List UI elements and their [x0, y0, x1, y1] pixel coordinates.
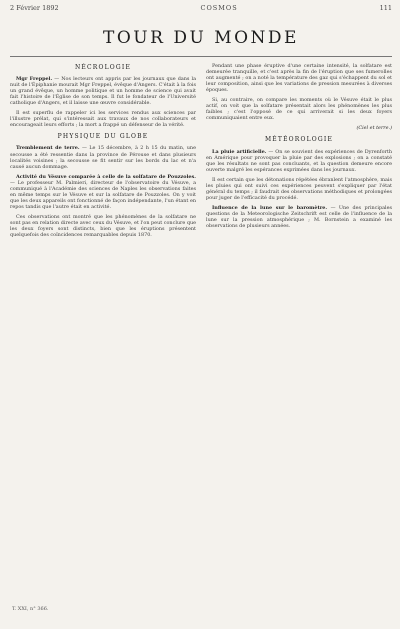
article-lead: Activité du Vésuve comparée à celle de la solfatare de Pouzzoles. [16, 173, 196, 180]
article-text: — On se souvient des expériences de Dyrenforth en Amérique pour provoquer la pluie par des explosions ; on a constaté que les résultats ne sont pas concluants, et la question demeure encore ouverte malgré les espérances exprimées dans les journaux. [206, 148, 392, 173]
page-title: TOUR DU MONDE [103, 28, 299, 48]
article-paragraph [10, 145, 196, 169]
article-paragraph [206, 63, 392, 93]
article-text: — Une des principales questions de la Meteorologische Zeitschrift est celle de l'influence de la lune sur la pression atmosphérique ; M. Bornstein a examiné les observations de plusieurs années. [206, 204, 392, 230]
article-paragraph [10, 174, 196, 210]
source-citation: (Ciel et terre.) [356, 125, 392, 132]
article-text: Ces observations ont montré que les phénomènes de la solfatare ne sont pas en relation directe avec ceux du Vésuve, et l'on peut conclure que les deux foyers sont distincts, bien que les éruptions présentent quelquefois des coïncidences remarquables depuis 1870. [10, 213, 196, 239]
article-paragraph [206, 177, 392, 201]
running-head [10, 4, 392, 14]
article-lead: Mgr Freppel. [16, 76, 53, 83]
article-text: Si, au contraire, on compare les moments où le Vésuve était le plus actif, on voit que la solfatare présentait alors les phénomènes les plus faibles ; c'est l'opposé de ce qui arriverait si les deux foyers communiquaient entre eux. [206, 97, 392, 122]
article-text: Pendant une phase éruptive d'une certaine intensité, la solfatare est demeurée tranquille, et c'est après la fin de l'éruption que ses fumerolles ont augmenté ; on a noté la température des gaz qui s'échappent du sol et leur composition, ainsi que les variations de pression mesurées à diverses époques. [206, 63, 392, 94]
page-number: 111 [379, 4, 392, 12]
title-rule [10, 56, 392, 57]
issue-date: 2 Février 1892 [10, 4, 59, 12]
article-text: Il est superflu de rappeler ici les services rendus aux sciences par l'illustre prélat, qui s'intéressait aux travaux de nos collaborateurs et encourageait leurs efforts ; la mort a frappé un défenseur de la vérité. [10, 110, 196, 129]
journal-name: COSMOS [200, 4, 238, 12]
column-right [206, 63, 392, 629]
section-heading: PHYSIQUE DU GLOBE [57, 133, 149, 141]
article-paragraph [10, 214, 196, 238]
article-text: — Le 15 décembre, à 2 h 15 du matin, une secousse a été ressentie dans la province de Pérouse et dans plusieurs localités voisines ; la secousse se fit sentir sur les bords du lac et n'a causé aucun dommage. [10, 145, 196, 170]
volume-footer: T. XXI, n° 366. [12, 606, 49, 612]
article-text: — Nos lecteurs ont appris par les journaux que dans la nuit de l'Épiphanie mourait Mgr Freppel, évêque d'Angers. C'était à la fois un grand évêque, un homme politique et un homme de science qui avait fait l'histoire de l'Église de son temps. Il fut le fondateur de l'Université catholique d'Angers, et il laisse une œuvre considérable. [10, 76, 196, 107]
article-paragraph [206, 149, 392, 173]
article-paragraph [10, 76, 196, 106]
section-heading: MÉTÉOROLOGIE [264, 136, 334, 144]
article-paragraph [206, 97, 392, 121]
article-text: Il est certain que les détonations répétées ébranlent l'atmosphère, mais les pluies qui ont suivi ces expériences peuvent s'expliquer par l'état général du temps ; il faudrait des observations méthodiques et prolongées pour juger de l'efficacité du procédé. [206, 176, 392, 201]
article-lead: Tremblement de terre. [16, 145, 80, 152]
text-columns [10, 63, 392, 629]
article-paragraph [206, 205, 392, 229]
article-paragraph [10, 110, 196, 128]
article-text: — Le professeur M. Palmieri, directeur de l'observatoire du Vésuve, a communiqué à l'Académie des sciences de Naples les observations faites en même temps sur le Vésuve et sur la solfatare de Pouzzoles. On y voit que les deux appareils ont fonctionné de façon indépendante, l'un étant en repos tandis que l'autre était en activité. [10, 179, 196, 210]
section-heading: NÉCROLOGIE [74, 64, 132, 71]
article-lead: La pluie artificielle. [212, 148, 267, 155]
article-lead: Influence de la lune sur le baromètre. [212, 204, 328, 211]
column-left [10, 63, 196, 629]
